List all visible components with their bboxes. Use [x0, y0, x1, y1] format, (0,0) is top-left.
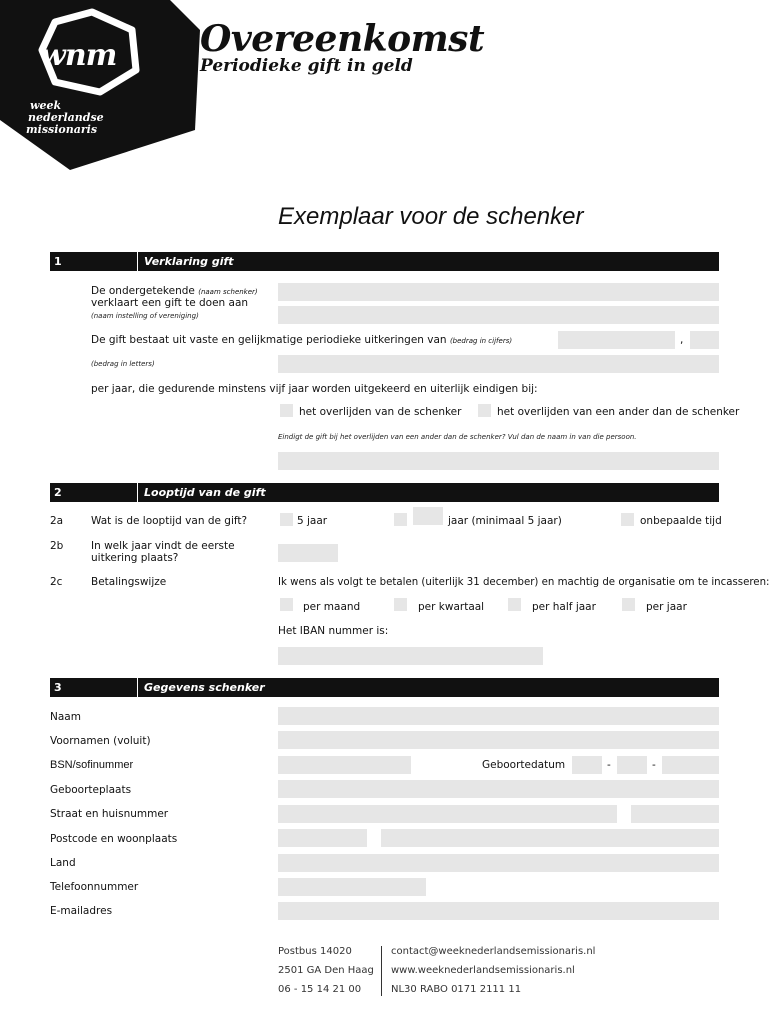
per-halfjaar-label: per half jaar [532, 601, 596, 613]
question-number: 2b [50, 540, 64, 552]
email-field[interactable] [278, 902, 719, 920]
section-divider [137, 678, 138, 697]
naam-instelling-hint: (naam instelling of vereniging) [91, 312, 199, 320]
per-maand-checkbox[interactable] [280, 598, 293, 611]
naam-label: Naam [50, 711, 81, 723]
ander-persoon-note: Eindigt de gift bij het overlijden van een ander dan de schenker? Vul dan de naam in van die persoon. [278, 433, 637, 441]
bedrag-letters-field[interactable] [278, 355, 719, 373]
vijf-jaar-label: 5 jaar [297, 515, 328, 527]
bedrag-cijfers-hint: (bedrag in cijfers) [449, 337, 513, 345]
section-title: Looptijd van de gift [144, 486, 266, 499]
eerste-uitkering-question-2: uitkering plaats? [91, 552, 179, 564]
naam-schenker-field[interactable] [278, 283, 719, 301]
section-3-header [50, 678, 719, 697]
eerste-uitkering-question-1: In welk jaar vindt de eerste [91, 540, 235, 552]
per-kwartaal-label: per kwartaal [418, 601, 485, 613]
geboortejaar-field[interactable] [662, 756, 719, 774]
verklaart-label: verklaart een gift te doen aan [91, 297, 249, 309]
aantal-jaar-field[interactable] [413, 507, 443, 525]
overlijden-ander-checkbox[interactable] [478, 404, 491, 417]
telefoon-label: Telefoonnummer [50, 881, 139, 893]
footer-postbus: Postbus 14020 [278, 946, 352, 957]
per-maand-label: per maand [303, 601, 361, 613]
bedrag-letters-hint: (bedrag in letters) [91, 360, 155, 368]
onbepaald-label: onbepaalde tijd [640, 515, 722, 527]
overlijden-schenker-checkbox[interactable] [280, 404, 293, 417]
section-number: 3 [54, 681, 62, 694]
footer-website-link[interactable]: www.weeknederlandsemissionaris.nl [391, 965, 575, 976]
looptijd-question: Wat is de looptijd van de gift? [91, 515, 248, 527]
per-halfjaar-checkbox[interactable] [508, 598, 521, 611]
bedrag-centen-field[interactable] [690, 331, 719, 349]
gift-bestaat-text: De gift bestaat uit vaste en gelijkmatige periodieke uitkeringen van [91, 334, 447, 346]
footer-email-link[interactable]: contact@weeknederlandsemissionaris.nl [391, 946, 596, 957]
geboorteplaats-label: Geboorteplaats [50, 784, 132, 796]
footer-iban: NL30 RABO 0171 2111 11 [391, 984, 522, 995]
per-jaar-label: per jaar [646, 601, 687, 613]
footer-city: 2501 GA Den Haag [278, 965, 374, 976]
aantal-jaar-checkbox[interactable] [394, 513, 407, 526]
question-number: 2a [50, 515, 64, 527]
straat-field[interactable] [278, 805, 617, 823]
logo-subtitle-line: week [30, 99, 62, 112]
iban-label: Het IBAN nummer is: [278, 625, 389, 637]
footer-address [278, 942, 374, 999]
geboortedag-field[interactable] [572, 756, 602, 774]
bedrag-cijfers-field[interactable] [558, 331, 675, 349]
bsn-field[interactable] [278, 756, 411, 774]
betalingswijze-label: Betalingswijze [91, 576, 167, 588]
eerste-uitkering-field[interactable] [278, 544, 338, 562]
date-separator: - [652, 759, 656, 771]
naam-instelling-field[interactable] [278, 306, 719, 324]
geboortedatum-label: Geboortedatum [482, 759, 566, 771]
section-number: 1 [54, 255, 62, 268]
voornamen-field[interactable] [278, 731, 719, 749]
page-subtitle: Periodieke gift in geld [200, 56, 413, 76]
section-divider [137, 483, 138, 502]
bsn-label: BSN/sofinummer [50, 759, 134, 771]
date-separator: - [607, 759, 611, 771]
ander-persoon-field[interactable] [278, 452, 719, 470]
comma-label: , [680, 334, 684, 346]
question-number: 2c [50, 576, 63, 588]
woonplaats-field[interactable] [381, 829, 719, 847]
vijf-jaar-checkbox[interactable] [280, 513, 293, 526]
incasso-text: Ik wens als volgt te betalen (uiterlijk 31 december) en machtig de organisatie om te incasseren: [278, 577, 770, 588]
email-label: E-mailadres [50, 905, 113, 917]
straat-label: Straat en huisnummer [50, 808, 169, 820]
logo-block [0, 0, 200, 175]
footer-contact [391, 942, 595, 999]
postcode-label: Postcode en woonplaats [50, 833, 178, 845]
geboortemaand-field[interactable] [617, 756, 647, 774]
overlijden-ander-label: het overlijden van een ander dan de schenker [497, 406, 740, 418]
telefoon-field[interactable] [278, 878, 426, 896]
overlijden-schenker-label: het overlijden van de schenker [299, 406, 462, 418]
per-jaar-checkbox[interactable] [622, 598, 635, 611]
logo-background [0, 0, 200, 175]
page-title: Overeenkomst [200, 18, 485, 60]
logo-subtitle-line: nederlandse [28, 111, 104, 124]
section-title: Verklaring gift [144, 255, 234, 268]
iban-field[interactable] [278, 647, 543, 665]
section-divider [137, 252, 138, 271]
ondergetekende-text: De ondergetekende [91, 285, 195, 297]
logo-subtitle-line: missionaris [26, 123, 98, 136]
land-label: Land [50, 857, 76, 869]
footer-divider [381, 946, 382, 996]
logo-subtitle [26, 99, 104, 136]
huisnummer-field[interactable] [631, 805, 719, 823]
onbepaald-checkbox[interactable] [621, 513, 634, 526]
naam-schenker-hint: (naam schenker) [198, 288, 258, 296]
per-jaar-text: per jaar, die gedurende minstens vijf jaar worden uitgekeerd en uiterlijk eindigen bij: [91, 383, 538, 395]
logo-text: wnm [40, 38, 117, 73]
aantal-jaar-label: jaar (minimaal 5 jaar) [448, 515, 562, 527]
land-field[interactable] [278, 854, 719, 872]
section-title: Gegevens schenker [144, 681, 265, 694]
section-number: 2 [54, 486, 62, 499]
section-1-header [50, 252, 719, 271]
section-2-header [50, 483, 719, 502]
per-kwartaal-checkbox[interactable] [394, 598, 407, 611]
geboorteplaats-field[interactable] [278, 780, 719, 798]
gift-bestaat-label [91, 334, 512, 348]
naam-field[interactable] [278, 707, 719, 725]
voornamen-label: Voornamen (voluit) [50, 735, 151, 747]
footer-phone: 06 - 15 14 21 00 [278, 984, 362, 995]
copy-title: Exemplaar voor de schenker [278, 203, 584, 230]
postcode-field[interactable] [278, 829, 367, 847]
